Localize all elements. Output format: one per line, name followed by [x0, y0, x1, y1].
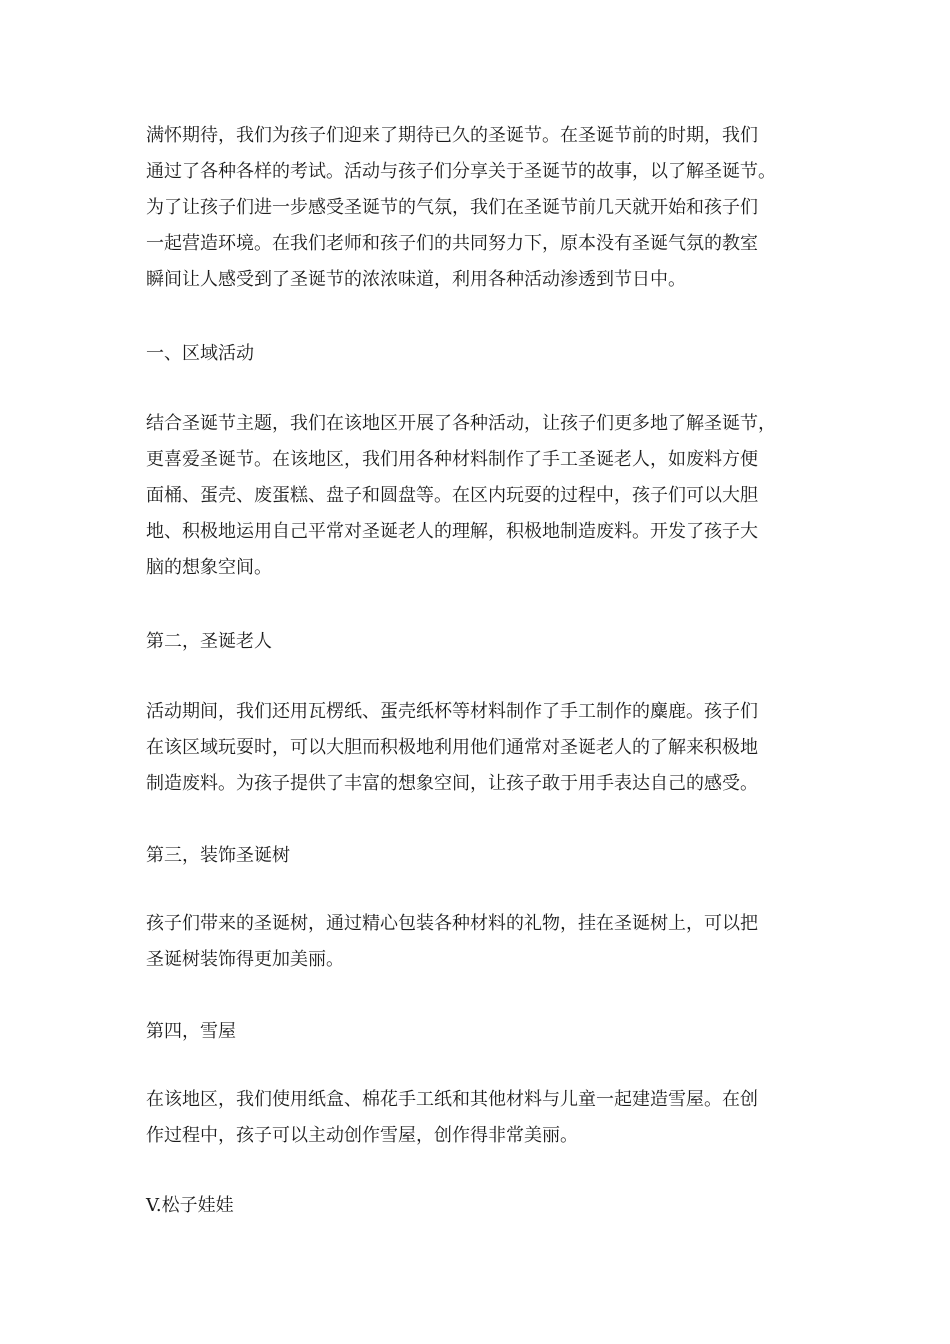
section-heading-regional-activities: 一、区域活动 [146, 343, 254, 364]
section-heading-santa-claus: 第二，圣诞老人 [146, 631, 272, 652]
section-heading-decorate-tree: 第三，装饰圣诞树 [146, 845, 290, 866]
decorate-tree-paragraph: 孩子们带来的圣诞树，通过精心包装各种材料的礼物，挂在圣诞树上，可以把 圣诞树装饰得更加美丽。 [146, 913, 758, 970]
santa-claus-paragraph: 活动期间，我们还用瓦楞纸、蛋壳纸杯等材料制作了手工制作的麋鹿。孩子们 在该区域玩耍时，可以大胆而积极地利用他们通常对圣诞老人的了解来积极地 制造废料。为孩子提供了丰富的想象空间，让孩子敢于用手表达自己的感受。 [146, 701, 758, 794]
regional-activities-paragraph: 结合圣诞节主题，我们在该地区开展了各种活动，让孩子们更多地了解圣诞节， 更喜爱圣诞节。在该地区，我们用各种材料制作了手工圣诞老人，如废料方便 面桶、蛋壳、废蛋糕、盘子和圆盘等。在区内玩耍的过程中，孩子们可以大胆 地、积极地运用自己平常对圣诞老人的理解，积极地制造废料。开发了孩子大 脑的想象空间。 [146, 413, 776, 578]
section-heading-pinecone-dolls: V.松子娃娃 [146, 1195, 234, 1216]
section-heading-snow-house: 第四，雪屋 [146, 1021, 236, 1042]
intro-paragraph: 满怀期待，我们为孩子们迎来了期待已久的圣诞节。在圣诞节前的时期，我们 通过了各种各样的考试。活动与孩子们分享关于圣诞节的故事，以了解圣诞节。 为了让孩子们进一步感受圣诞节的气氛，我们在圣诞节前几天就开始和孩子们 一起营造环境。在我们老师和孩子们的共同努力下，原本没有圣诞气氛的教室 瞬间让人感受到了圣诞节的浓浓味道，利用各种活动渗透到节日中。 [146, 125, 776, 290]
snow-house-paragraph: 在该地区，我们使用纸盒、棉花手工纸和其他材料与儿童一起建造雪屋。在创 作过程中，孩子可以主动创作雪屋，创作得非常美丽。 [146, 1089, 758, 1146]
